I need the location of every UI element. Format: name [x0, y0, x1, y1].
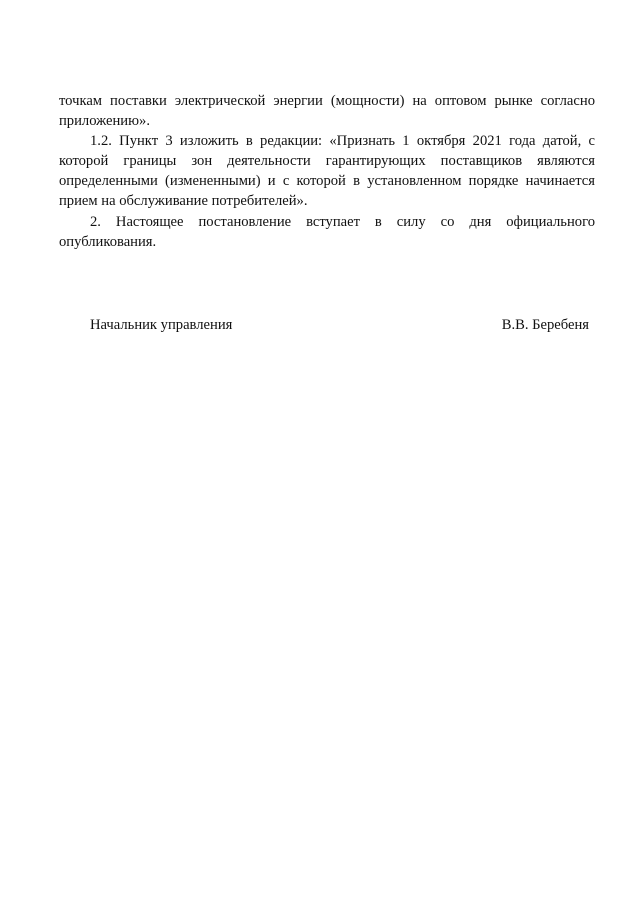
signatory-position: Начальник управления: [90, 317, 233, 333]
paragraph-item-2: 2. Настоящее постановление вступает в силу со дня официального опубликования.: [59, 213, 595, 250]
signatory-name: В.В. Беребеня: [501, 317, 589, 333]
paragraph-continuation: точкам поставки электрической энергии (мощности) на оптовом рынке согласно приложению».: [59, 93, 595, 130]
paragraph-item-1-2: 1.2. Пункт 3 изложить в редакции: «Признать 1 октября 2021 года датой, с которой границы зон деятельности гарантирующих поставщиков являются определенными (измененными) и с которой в установленном порядке начинается прием на обслуживание потребителей».: [59, 133, 595, 210]
document-body: [59, 91, 595, 252]
